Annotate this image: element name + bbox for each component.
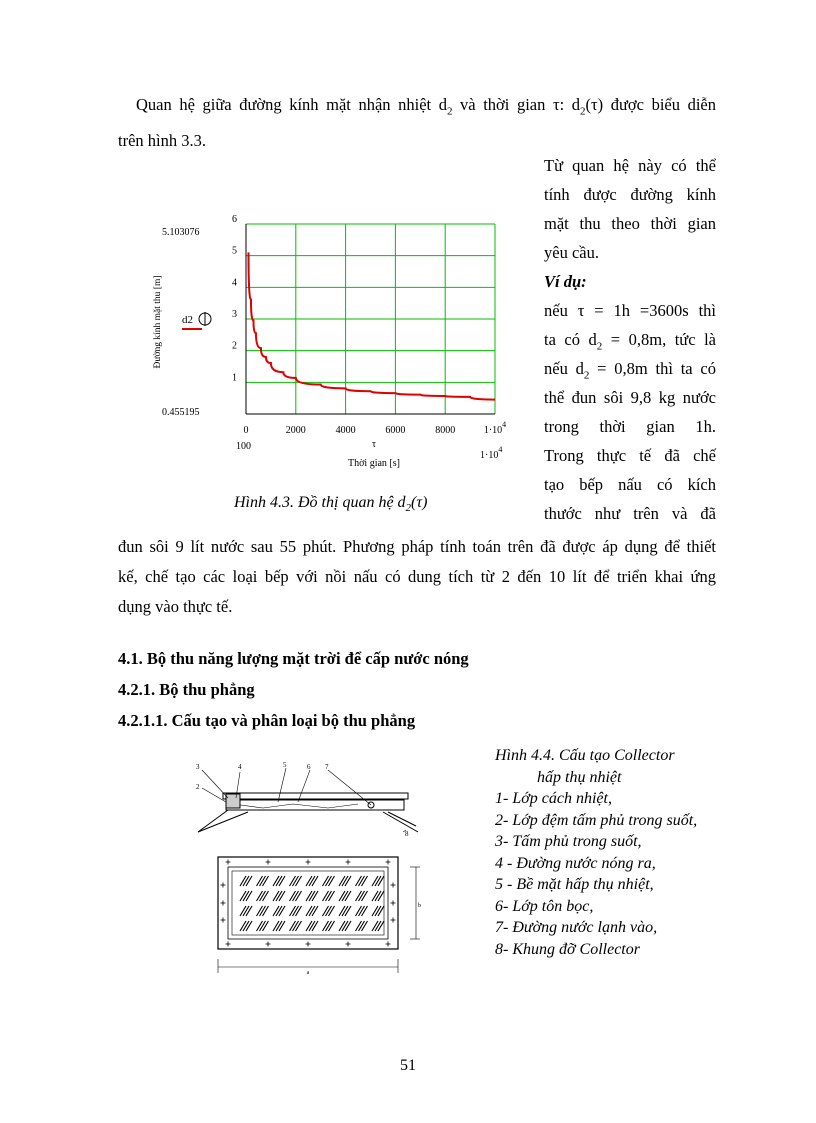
y-tick-label: 6 — [232, 214, 237, 225]
side-line: thước như trên và đã — [544, 504, 716, 523]
hatch-stroke — [326, 921, 332, 931]
hatch-stroke — [257, 906, 263, 916]
x-tick-label: 0 — [243, 425, 249, 436]
y-tick-label: 4 — [232, 277, 237, 289]
hatch-stroke — [345, 891, 351, 901]
hatch-stroke — [329, 921, 335, 931]
after-line-3: dụng vào thực tế. — [118, 597, 233, 616]
hatch-stroke — [273, 921, 279, 931]
hatch-stroke — [263, 921, 269, 931]
hatch-stroke — [372, 876, 378, 886]
hatch-stroke — [240, 891, 246, 901]
hatch-stroke — [260, 921, 266, 931]
collector-top-view — [218, 857, 398, 949]
hatch-stroke — [260, 876, 266, 886]
hatch-stroke — [263, 906, 269, 916]
hatch-stroke — [279, 921, 285, 931]
hatch-stroke — [293, 906, 299, 916]
heading-4-1: 4.1. Bộ thu năng lượng mặt trời để cấp nước nóng — [118, 649, 469, 668]
hatch-stroke — [290, 876, 296, 886]
hatch-stroke — [243, 921, 249, 931]
y-tick-label: 5 — [232, 245, 237, 257]
hatch-stroke — [257, 921, 263, 931]
side-line: nếu $d_2 = 0,8m$ thì ta có — [544, 359, 716, 382]
frame-bolts — [221, 860, 396, 947]
hatch-stroke — [240, 906, 246, 916]
svg-text:6: 6 — [307, 763, 311, 771]
hatch-stroke — [276, 921, 282, 931]
hatch-stroke — [260, 891, 266, 901]
hatch-stroke — [296, 876, 302, 886]
hatch-stroke — [329, 891, 335, 901]
hatch-stroke — [263, 891, 269, 901]
hatch-stroke — [257, 891, 263, 901]
intro-line-2: trên hình 3.3. — [118, 131, 206, 151]
legend-item: 7- Đường nước lạnh vào, — [495, 919, 658, 936]
hatch-stroke — [372, 906, 378, 916]
heading-4-2-1: 4.2.1. Bộ thu phẳng — [118, 680, 255, 699]
hatch-stroke — [345, 876, 351, 886]
hatch-stroke — [323, 921, 329, 931]
legend-item: 8- Khung đỡ Collector — [495, 940, 640, 958]
x-tick-label: 2000 — [285, 425, 306, 436]
figure-4-4-caption: Hình 4.4. Cấu tạo Collector — [495, 747, 675, 764]
y-max-label: 5.103076 — [162, 227, 200, 238]
hatch-stroke — [309, 876, 315, 886]
hatch-stroke — [378, 876, 384, 886]
hatch-stroke — [326, 906, 332, 916]
collector-diagram — [188, 760, 428, 985]
hatch-stroke — [260, 906, 266, 916]
hatch-stroke — [290, 906, 296, 916]
hatch-stroke — [296, 891, 302, 901]
hatch-stroke — [378, 921, 384, 931]
hatch-stroke — [312, 906, 318, 916]
hatch-stroke — [362, 876, 368, 886]
example-label: Ví dụ: — [544, 272, 587, 291]
figure-4-4-caption-2: hấp thụ nhiệt — [537, 768, 622, 786]
hatch-stroke — [276, 891, 282, 901]
hatch-stroke — [276, 876, 282, 886]
legend-item: 6- Lớp tôn bọc, — [495, 897, 594, 915]
side-line: thể đun sôi 9,8 kg nước — [544, 388, 716, 407]
hatch-stroke — [372, 891, 378, 901]
side-line: tính được đường kính — [544, 185, 716, 204]
x-var-label: τ — [371, 439, 377, 450]
hatch-stroke — [359, 876, 365, 886]
hatch-stroke — [326, 876, 332, 886]
side-line: yêu cầu. — [544, 243, 599, 262]
x-tick-label: $1\cdot 10^4$ — [483, 420, 507, 436]
hatch-stroke — [240, 921, 246, 931]
hatch-stroke — [323, 876, 329, 886]
hatch-stroke — [257, 876, 263, 886]
hatch-stroke — [293, 921, 299, 931]
hatch-stroke — [279, 891, 285, 901]
hatch-stroke — [243, 891, 249, 901]
hatch-stroke — [375, 921, 381, 931]
chart-legend — [182, 312, 211, 329]
hatch-stroke — [339, 891, 345, 901]
legend-item: 2- Lớp đệm tấm phủ trong suốt, — [495, 811, 698, 829]
hatch-stroke — [306, 906, 312, 916]
hatch-stroke — [246, 876, 252, 886]
x-min-label: 100 — [236, 441, 251, 452]
hatch-stroke — [323, 891, 329, 901]
hatch-stroke — [279, 876, 285, 886]
hatch-stroke — [375, 891, 381, 901]
hatch-stroke — [359, 891, 365, 901]
hatch-stroke — [356, 876, 362, 886]
hatch-stroke — [309, 921, 315, 931]
hatch-stroke — [312, 876, 318, 886]
legend-label: d2 — [182, 314, 193, 326]
y-tick-label: 3 — [232, 309, 237, 320]
hatch-stroke — [273, 906, 279, 916]
hatch-stroke — [342, 891, 348, 901]
dim-width-label: a — [306, 970, 310, 976]
hatch-stroke — [279, 906, 285, 916]
hatch-stroke — [243, 906, 249, 916]
hatch-stroke — [290, 891, 296, 901]
hatch-stroke — [362, 891, 368, 901]
legend-item: 1- Lớp cách nhiệt, — [495, 790, 612, 807]
intro-line-1: Quan hệ giữa đường kính mặt nhận nhiệt $d_2$ và thời gian τ: $d_2(\tau)$ được biểu diễn — [136, 95, 716, 118]
hatch-stroke — [339, 876, 345, 886]
hatch-stroke — [240, 876, 246, 886]
side-line: mặt thu theo thời gian — [544, 214, 716, 233]
hatch-stroke — [356, 906, 362, 916]
dim-height-label: b — [418, 903, 421, 909]
side-line: tạo bếp nấu có kích — [544, 475, 716, 494]
hatch-stroke — [276, 906, 282, 916]
after-line-1: đun sôi 9 lít nước sau 55 phút. Phương pháp tính toán trên đã được áp dụng để thiết — [118, 537, 716, 556]
hatch-stroke — [243, 876, 249, 886]
hatch-stroke — [372, 921, 378, 931]
x-tick-label: 4000 — [335, 425, 356, 436]
hatch-stroke — [293, 876, 299, 886]
y-tick-label: 2 — [232, 340, 237, 352]
hatch-stroke — [362, 921, 368, 931]
after-line-2: kế, chế tạo các loại bếp với nồi nấu có dung tích từ 2 đến 10 lít để triển khai ứng — [118, 567, 716, 586]
x-axis-title: Thời gian [s] — [348, 458, 400, 469]
side-line: Trong thực tế đã chế — [544, 446, 716, 465]
hatch-stroke — [329, 906, 335, 916]
hatch-stroke — [309, 891, 315, 901]
chart-series — [248, 252, 495, 399]
hatch-stroke — [263, 876, 269, 886]
hatch-stroke — [375, 876, 381, 886]
figure-4-4-legend — [495, 745, 735, 960]
side-line: Từ quan hệ này có thể — [544, 156, 716, 175]
hatch-stroke — [375, 906, 381, 916]
hatch-stroke — [273, 876, 279, 886]
d2-tau-chart — [140, 212, 530, 477]
hatch-stroke — [293, 891, 299, 901]
legend-item: 3- Tấm phủ trong suốt, — [495, 833, 642, 850]
hatch-stroke — [339, 921, 345, 931]
svg-text:5: 5 — [283, 761, 287, 769]
hatch-stroke — [342, 876, 348, 886]
hatch-stroke — [309, 906, 315, 916]
y-min-label: 0.455195 — [162, 407, 200, 418]
side-line: nếu τ = 1h =3600s thì — [544, 301, 716, 320]
absorber-hatching — [240, 876, 384, 931]
hatch-stroke — [273, 891, 279, 901]
svg-text:8: 8 — [405, 830, 409, 838]
hatch-stroke — [312, 921, 318, 931]
legend-item: 5 - Bề mặt hấp thụ nhiệt, — [495, 876, 654, 893]
hatch-stroke — [246, 906, 252, 916]
hatch-stroke — [326, 891, 332, 901]
svg-text:7: 7 — [325, 763, 329, 771]
hatch-stroke — [356, 921, 362, 931]
x-max-label: $1\cdot 10^4$ — [480, 445, 503, 461]
hatch-stroke — [246, 891, 252, 901]
intro-paragraph — [118, 90, 716, 156]
hatch-stroke — [306, 891, 312, 901]
after-paragraph — [118, 532, 716, 622]
hatch-stroke — [296, 921, 302, 931]
hatch-stroke — [306, 876, 312, 886]
side-line: trong thời gian 1h. — [544, 417, 716, 436]
hatch-stroke — [378, 891, 384, 901]
chart-ticks — [232, 214, 506, 436]
svg-text:2: 2 — [196, 783, 200, 791]
chart-grid — [246, 224, 495, 414]
hatch-stroke — [339, 906, 345, 916]
heading-4-2-1-1: 4.2.1.1. Cấu tạo và phân loại bộ thu phẳng — [118, 711, 416, 730]
hatch-stroke — [290, 921, 296, 931]
y-tick-label: 1 — [232, 372, 237, 384]
hatch-stroke — [323, 906, 329, 916]
hatch-stroke — [342, 921, 348, 931]
legend-item: 4 - Đường nước nóng ra, — [495, 854, 656, 872]
hatch-stroke — [306, 921, 312, 931]
hatch-stroke — [378, 906, 384, 916]
side-line: ta có $d_2 = 0,8m$, tức là — [544, 330, 717, 353]
y-axis-title: Đường kính mặt thu [m] — [153, 275, 163, 369]
page-number: 51 — [400, 1057, 416, 1074]
hatch-stroke — [345, 921, 351, 931]
collector-side-view — [198, 793, 418, 832]
hatch-stroke — [342, 906, 348, 916]
hatch-stroke — [246, 921, 252, 931]
x-tick-label: 6000 — [385, 425, 406, 436]
hatch-stroke — [296, 906, 302, 916]
hatch-stroke — [362, 906, 368, 916]
figure-4-3-caption: Hình 4.3. Đồ thị quan hệ $d_2(\tau)$ — [234, 494, 428, 515]
hatch-stroke — [359, 921, 365, 931]
svg-text:4: 4 — [238, 763, 242, 771]
hatch-stroke — [329, 876, 335, 886]
hatch-stroke — [356, 891, 362, 901]
series-line-d2 — [248, 252, 495, 399]
hatch-stroke — [312, 891, 318, 901]
x-tick-label: 8000 — [435, 425, 456, 436]
hatch-stroke — [359, 906, 365, 916]
side-text — [544, 151, 716, 528]
svg-text:3: 3 — [196, 763, 200, 771]
hatch-stroke — [345, 906, 351, 916]
